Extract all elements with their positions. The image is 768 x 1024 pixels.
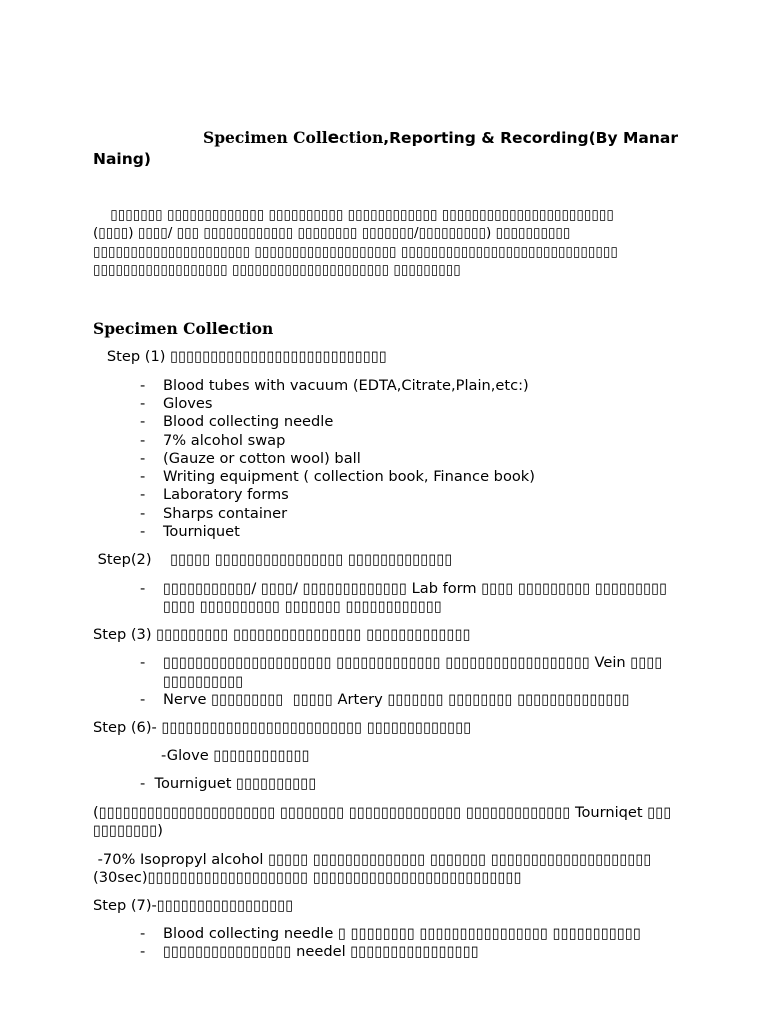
list-bullet: -: [140, 654, 146, 671]
document-title-continued: Naing): [93, 150, 151, 168]
list-item: Nerve ▯▯▯▯▯▯▯▯▯ ▯▯▯▯▯ Artery ▯▯▯▯▯▯▯ ▯▯▯▯▯▯▯▯ ▯▯▯▯▯▯▯▯▯▯▯▯▯▯: [163, 691, 630, 708]
list-item: Gloves: [163, 395, 213, 412]
list-item: ▯▯▯▯▯▯▯▯▯▯▯▯▯▯▯▯ needel ▯▯▯▯▯▯▯▯▯▯▯▯▯▯▯▯: [163, 943, 479, 960]
intro-line-3: ▯▯▯▯▯▯▯▯▯▯▯▯▯▯▯▯▯▯▯▯▯ ▯▯▯▯▯▯▯▯▯▯▯▯▯▯▯▯▯▯▯ ▯▯▯▯▯▯▯▯▯▯▯▯▯▯▯▯▯▯▯▯▯▯▯▯▯▯▯▯▯: [93, 244, 618, 260]
step-1-label: Step (1) ▯▯▯▯▯▯▯▯▯▯▯▯▯▯▯▯▯▯▯▯▯▯▯▯▯▯▯: [93, 348, 387, 365]
step-6-paren-line-1: (▯▯▯▯▯▯▯▯▯▯▯▯▯▯▯▯▯▯▯▯▯▯ ▯▯▯▯▯▯▯▯ ▯▯▯▯▯▯▯▯▯▯▯▯▯▯ ▯▯▯▯▯▯▯▯▯▯▯▯▯ Tourniqet ▯▯▯: [93, 804, 672, 821]
heading-part-3: ction: [229, 319, 274, 338]
list-bullet: -: [140, 943, 146, 960]
step-6-alcohol-line-1: -70% Isopropyl alcohol ▯▯▯▯▯ ▯▯▯▯▯▯▯▯▯▯▯▯▯▯ ▯▯▯▯▯▯▯ ▯▯▯▯▯▯▯▯▯▯▯▯▯▯▯▯▯▯▯▯: [93, 851, 652, 868]
list-item: Writing equipment ( collection book, Finance book): [163, 468, 535, 485]
list-item: Sharps container: [163, 505, 288, 522]
intro-line-2: (▯▯▯▯) ▯▯▯▯/ ▯▯▯ ▯▯▯▯▯▯▯▯▯▯▯▯ ▯▯▯▯▯▯▯▯ ▯▯▯▯▯▯▯/▯▯▯▯▯▯▯▯▯) ▯▯▯▯▯▯▯▯▯▯: [93, 225, 571, 241]
step-6-label: Step (6)- ▯▯▯▯▯▯▯▯▯▯▯▯▯▯▯▯▯▯▯▯▯▯▯▯▯ ▯▯▯▯▯▯▯▯▯▯▯▯▯: [93, 719, 472, 736]
list-bullet: -: [140, 925, 146, 942]
step-7-label: Step (7)-▯▯▯▯▯▯▯▯▯▯▯▯▯▯▯▯▯: [93, 897, 294, 914]
list-item: Tourniquet: [163, 523, 240, 540]
list-bullet: -: [140, 377, 146, 394]
list-bullet: -: [140, 413, 146, 430]
list-bullet: -: [140, 395, 146, 412]
list-item: ▯▯▯▯▯▯▯▯▯▯▯▯▯▯▯▯▯▯▯▯▯ ▯▯▯▯▯▯▯▯▯▯▯▯▯ ▯▯▯▯▯▯▯▯▯▯▯▯▯▯▯▯▯▯ Vein ▯▯▯▯: [163, 654, 663, 671]
list-bullet: -: [140, 432, 146, 449]
step-6-paren-line-2: ▯▯▯▯▯▯▯▯): [93, 822, 163, 839]
heading-part-1: Specimen Coll: [93, 319, 218, 338]
heading-part-2: e: [217, 319, 230, 339]
list-bullet: -: [140, 691, 146, 708]
section-heading: [93, 320, 273, 338]
intro-line-1: ▯▯▯▯▯▯▯ ▯▯▯▯▯▯▯▯▯▯▯▯▯ ▯▯▯▯▯▯▯▯▯▯ ▯▯▯▯▯▯▯▯▯▯▯▯ ▯▯▯▯▯▯▯▯▯▯▯▯▯▯▯▯▯▯▯▯▯▯▯: [93, 207, 614, 223]
list-bullet: -: [140, 580, 146, 597]
list-item: 7% alcohol swap: [163, 432, 286, 449]
list-item-continued: ▯▯▯▯▯▯▯▯▯▯: [163, 673, 244, 690]
step-6-tourniquet: - Tourniguet ▯▯▯▯▯▯▯▯▯▯: [140, 775, 317, 792]
title-part-1: Specimen Coll: [203, 128, 328, 147]
step-3-label: Step (3) ▯▯▯▯▯▯▯▯▯ ▯▯▯▯▯▯▯▯▯▯▯▯▯▯▯▯ ▯▯▯▯▯▯▯▯▯▯▯▯▯: [93, 626, 471, 643]
step-2-label: Step(2) ▯▯▯▯▯ ▯▯▯▯▯▯▯▯▯▯▯▯▯▯▯▯ ▯▯▯▯▯▯▯▯▯▯▯▯▯: [93, 551, 453, 568]
title-part-3: ction: [339, 128, 384, 147]
list-item: ▯▯▯▯▯▯▯▯▯▯▯/ ▯▯▯▯/ ▯▯▯▯▯▯▯▯▯▯▯▯▯ Lab form ▯▯▯▯ ▯▯▯▯▯▯▯▯▯ ▯▯▯▯▯▯▯▯▯: [163, 580, 668, 597]
list-item: Blood tubes with vacuum (EDTA,Citrate,Plain,etc:): [163, 377, 529, 394]
list-bullet: -: [140, 486, 146, 503]
title-part-4: ,Reporting & Recording(By Manar: [383, 129, 679, 147]
step-6-glove: -Glove ▯▯▯▯▯▯▯▯▯▯▯▯: [161, 747, 310, 764]
list-bullet: -: [140, 505, 146, 522]
list-bullet: -: [140, 468, 146, 485]
title-part-2: e: [327, 128, 340, 148]
intro-line-4: ▯▯▯▯▯▯▯▯▯▯▯▯▯▯▯▯▯▯ ▯▯▯▯▯▯▯▯▯▯▯▯▯▯▯▯▯▯▯▯▯ ▯▯▯▯▯▯▯▯▯: [93, 262, 461, 278]
list-item: Blood collecting needle ▯ ▯▯▯▯▯▯▯▯ ▯▯▯▯▯▯▯▯▯▯▯▯▯▯▯▯ ▯▯▯▯▯▯▯▯▯▯▯: [163, 925, 641, 942]
list-bullet: -: [140, 523, 146, 540]
list-bullet: -: [140, 450, 146, 467]
list-item: (Gauze or cotton wool) ball: [163, 450, 361, 467]
list-item: Laboratory forms: [163, 486, 289, 503]
document-title: [203, 129, 678, 147]
list-item: Blood collecting needle: [163, 413, 334, 430]
step-6-alcohol-line-2: (30sec)▯▯▯▯▯▯▯▯▯▯▯▯▯▯▯▯▯▯▯▯ ▯▯▯▯▯▯▯▯▯▯▯▯▯▯▯▯▯▯▯▯▯▯▯▯▯▯: [93, 869, 522, 886]
list-item-continued: ▯▯▯▯ ▯▯▯▯▯▯▯▯▯▯ ▯▯▯▯▯▯▯ ▯▯▯▯▯▯▯▯▯▯▯▯: [163, 598, 442, 615]
